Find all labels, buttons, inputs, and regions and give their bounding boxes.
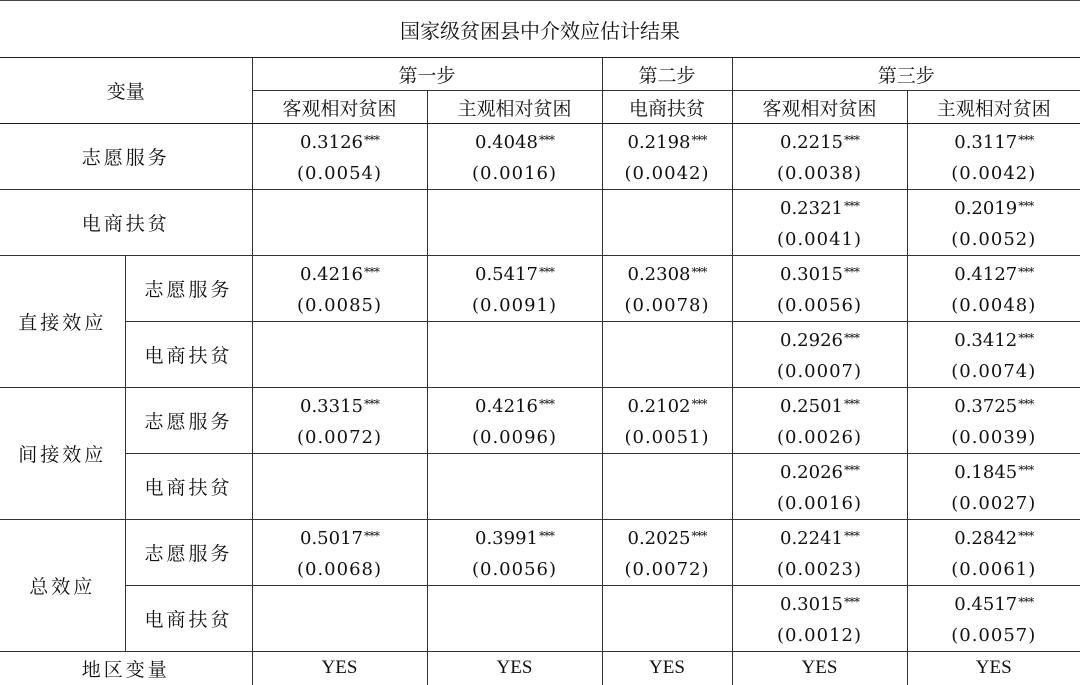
standard-error: (0.0016) [428, 158, 602, 189]
coefficient-line [733, 521, 907, 554]
coefficient-value: 0.2025 [628, 528, 691, 549]
coefficient-line [908, 323, 1080, 356]
coefficient-value: 0.4216 [300, 264, 363, 285]
coefficient-line [428, 257, 602, 290]
coefficient-line [908, 521, 1080, 554]
coefficient-line [253, 257, 427, 290]
coefficient-line [733, 257, 907, 290]
value-cell [907, 256, 1080, 322]
standard-error: (0.0054) [253, 158, 427, 189]
subcol-header: 电商扶贫 [602, 91, 732, 124]
coefficient-value: 0.2321 [780, 198, 843, 219]
value-cell [907, 388, 1080, 454]
value-cell [907, 520, 1080, 586]
significance-stars: *** [1018, 397, 1033, 411]
standard-error: (0.0041) [733, 224, 907, 255]
coefficient-value: 0.2198 [628, 132, 691, 153]
coefficient-value: 0.3117 [954, 132, 1017, 153]
standard-error: (0.0048) [908, 290, 1080, 321]
coefficient-line [253, 125, 427, 158]
standard-error: (0.0096) [428, 422, 602, 453]
value-cell [252, 256, 427, 322]
value-cell [732, 124, 907, 190]
value-cell [907, 190, 1080, 256]
empty-cell [602, 190, 732, 256]
value-cell [252, 124, 427, 190]
empty-cell [427, 454, 602, 520]
value-cell [907, 124, 1080, 190]
group-label: 间接效应 [0, 388, 125, 520]
group-label: 总效应 [0, 520, 125, 652]
coefficient-value: 0.2308 [628, 264, 691, 285]
empty-cell [427, 586, 602, 652]
footer-row [0, 652, 1080, 685]
var-header: 变量 [0, 58, 252, 124]
coefficient-line [428, 521, 602, 554]
standard-error: (0.0056) [733, 290, 907, 321]
significance-stars: *** [844, 199, 859, 213]
standard-error: (0.0027) [908, 488, 1080, 519]
table-row [0, 322, 1080, 388]
standard-error: (0.0042) [908, 158, 1080, 189]
coefficient-line [603, 521, 732, 554]
table-title: 国家级贫困县中介效应估计结果 [0, 1, 1080, 58]
coefficient-value: 0.4048 [475, 132, 538, 153]
sub-row-label: 电商扶贫 [125, 322, 252, 388]
subcol-header: 主观相对贫困 [907, 91, 1080, 124]
value-cell [732, 454, 907, 520]
standard-error: (0.0026) [733, 422, 907, 453]
significance-stars: *** [539, 529, 554, 543]
empty-cell [602, 454, 732, 520]
standard-error: (0.0072) [603, 554, 732, 585]
table-body [0, 124, 1080, 685]
sub-row-label: 志愿服务 [125, 388, 252, 454]
significance-stars: *** [539, 397, 554, 411]
sub-row-label: 志愿服务 [125, 520, 252, 586]
table-row [0, 520, 1080, 586]
significance-stars: *** [1018, 529, 1033, 543]
coefficient-line [253, 521, 427, 554]
sub-row-label: 电商扶贫 [125, 586, 252, 652]
significance-stars: *** [691, 397, 706, 411]
coefficient-value: 0.5417 [475, 264, 538, 285]
subcol-header: 客观相对贫困 [252, 91, 427, 124]
significance-stars: *** [364, 397, 379, 411]
standard-error: (0.0078) [603, 290, 732, 321]
value-cell [907, 454, 1080, 520]
standard-error: (0.0091) [428, 290, 602, 321]
standard-error: (0.0057) [908, 620, 1080, 651]
standard-error: (0.0051) [603, 422, 732, 453]
coefficient-value: 0.3126 [300, 132, 363, 153]
sub-row-label: 志愿服务 [125, 256, 252, 322]
coefficient-value: 0.1845 [954, 462, 1017, 483]
value-cell [732, 388, 907, 454]
value-cell [602, 124, 732, 190]
coefficient-value: 0.2842 [954, 528, 1017, 549]
standard-error: (0.0007) [733, 356, 907, 387]
significance-stars: *** [1018, 463, 1033, 477]
footer-value: YES [602, 652, 732, 685]
empty-cell [602, 322, 732, 388]
standard-error: (0.0016) [733, 488, 907, 519]
coefficient-value: 0.3015 [780, 264, 843, 285]
value-cell [732, 256, 907, 322]
value-cell [602, 256, 732, 322]
coefficient-value: 0.4127 [954, 264, 1017, 285]
table-row [0, 454, 1080, 520]
table-row [0, 124, 1080, 190]
group-label: 直接效应 [0, 256, 125, 388]
step2-header: 第二步 [602, 58, 732, 91]
table-row [0, 190, 1080, 256]
coefficient-line [733, 125, 907, 158]
standard-error: (0.0061) [908, 554, 1080, 585]
significance-stars: *** [844, 133, 859, 147]
sub-row-label: 电商扶贫 [125, 454, 252, 520]
significance-stars: *** [691, 529, 706, 543]
coefficient-line [733, 191, 907, 224]
subcol-header: 主观相对贫困 [427, 91, 602, 124]
significance-stars: *** [844, 265, 859, 279]
standard-error: (0.0074) [908, 356, 1080, 387]
value-cell [907, 586, 1080, 652]
footer-label: 地区变量 [0, 652, 252, 685]
subcol-header: 客观相对贫困 [732, 91, 907, 124]
table-row [0, 388, 1080, 454]
significance-stars: *** [539, 133, 554, 147]
significance-stars: *** [364, 265, 379, 279]
significance-stars: *** [1018, 133, 1033, 147]
coefficient-line [733, 323, 907, 356]
coefficient-value: 0.3015 [780, 594, 843, 615]
standard-error: (0.0039) [908, 422, 1080, 453]
coefficient-value: 0.2102 [628, 396, 691, 417]
coefficient-value: 0.4517 [954, 594, 1017, 615]
significance-stars: *** [1018, 595, 1033, 609]
footer-value: YES [732, 652, 907, 685]
significance-stars: *** [691, 265, 706, 279]
significance-stars: *** [844, 529, 859, 543]
significance-stars: *** [691, 133, 706, 147]
value-cell [252, 388, 427, 454]
standard-error: (0.0052) [908, 224, 1080, 255]
empty-cell [252, 586, 427, 652]
coefficient-line [253, 389, 427, 422]
value-cell [907, 322, 1080, 388]
significance-stars: *** [1018, 265, 1033, 279]
significance-stars: *** [1018, 199, 1033, 213]
coefficient-line [908, 257, 1080, 290]
coefficient-value: 0.3412 [954, 330, 1017, 351]
coefficient-line [733, 587, 907, 620]
coefficient-value: 0.5017 [300, 528, 363, 549]
coefficient-value: 0.2501 [780, 396, 843, 417]
coefficient-value: 0.4216 [475, 396, 538, 417]
standard-error: (0.0023) [733, 554, 907, 585]
footer-value: YES [252, 652, 427, 685]
step3-header: 第三步 [732, 58, 1080, 91]
value-cell [427, 124, 602, 190]
value-cell [732, 322, 907, 388]
coefficient-value: 0.3315 [300, 396, 363, 417]
standard-error: (0.0085) [253, 290, 427, 321]
coefficient-line [908, 455, 1080, 488]
value-cell [732, 586, 907, 652]
significance-stars: *** [364, 133, 379, 147]
footer-value: YES [907, 652, 1080, 685]
coefficient-line [428, 389, 602, 422]
coefficient-line [733, 389, 907, 422]
standard-error: (0.0012) [733, 620, 907, 651]
standard-error: (0.0068) [253, 554, 427, 585]
empty-cell [252, 454, 427, 520]
coefficient-line [908, 191, 1080, 224]
value-cell [427, 520, 602, 586]
significance-stars: *** [844, 397, 859, 411]
footer-value: YES [427, 652, 602, 685]
coefficient-value: 0.2926 [780, 330, 843, 351]
table-row [0, 256, 1080, 322]
coefficient-value: 0.2019 [954, 198, 1017, 219]
value-cell [427, 388, 602, 454]
significance-stars: *** [844, 595, 859, 609]
step1-header: 第一步 [252, 58, 602, 91]
significance-stars: *** [844, 463, 859, 477]
coefficient-value: 0.2026 [780, 462, 843, 483]
standard-error: (0.0042) [603, 158, 732, 189]
empty-cell [252, 322, 427, 388]
coefficient-line [603, 125, 732, 158]
value-cell [602, 388, 732, 454]
significance-stars: *** [539, 265, 554, 279]
coefficient-line [603, 389, 732, 422]
value-cell [252, 520, 427, 586]
coefficient-value: 0.2215 [780, 132, 843, 153]
coefficient-line [733, 455, 907, 488]
coefficient-line [908, 587, 1080, 620]
value-cell [732, 190, 907, 256]
empty-cell [602, 586, 732, 652]
row-label: 电商扶贫 [0, 190, 252, 256]
value-cell [732, 520, 907, 586]
table-row [0, 586, 1080, 652]
standard-error: (0.0072) [253, 422, 427, 453]
coefficient-value: 0.3725 [954, 396, 1017, 417]
row-label: 志愿服务 [0, 124, 252, 190]
coefficient-value: 0.3991 [475, 528, 538, 549]
coefficient-line [908, 125, 1080, 158]
standard-error: (0.0056) [428, 554, 602, 585]
significance-stars: *** [844, 331, 859, 345]
coefficient-line [603, 257, 732, 290]
coefficient-value: 0.2241 [780, 528, 843, 549]
significance-stars: *** [1018, 331, 1033, 345]
empty-cell [427, 322, 602, 388]
coefficient-line [428, 125, 602, 158]
coefficient-line [908, 389, 1080, 422]
significance-stars: *** [364, 529, 379, 543]
empty-cell [427, 190, 602, 256]
value-cell [427, 256, 602, 322]
empty-cell [252, 190, 427, 256]
standard-error: (0.0038) [733, 158, 907, 189]
value-cell [602, 520, 732, 586]
